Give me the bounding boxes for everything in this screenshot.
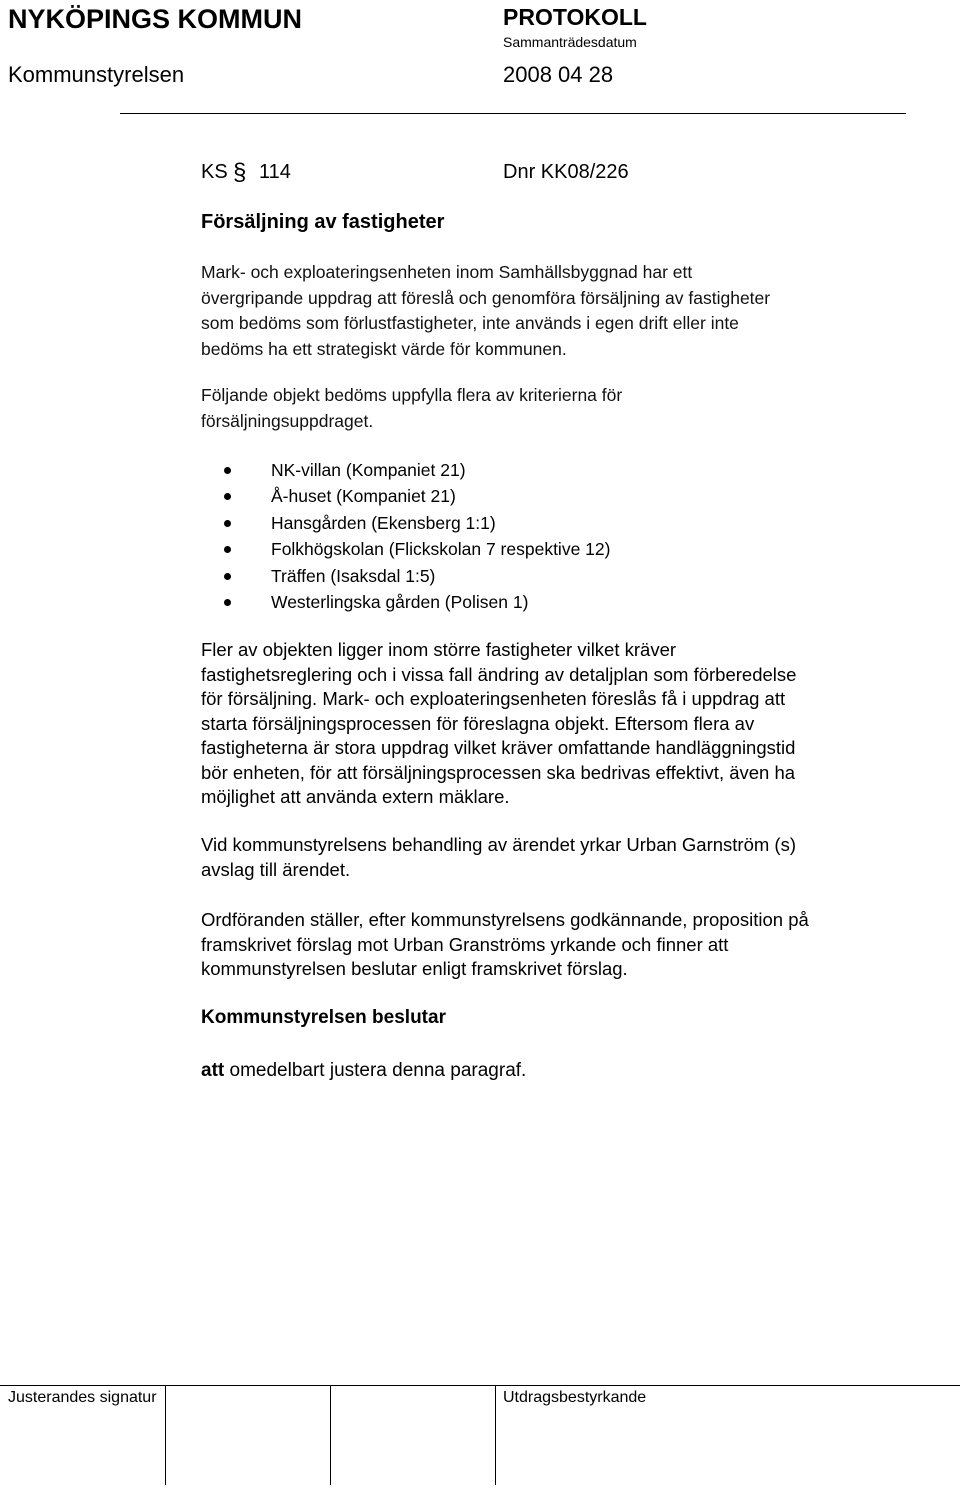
text-line: Ordföranden ställer, efter kommunstyrelsens godkännande, proposition på	[201, 909, 809, 930]
list-item	[224, 511, 610, 537]
paragraph-sign: §	[233, 159, 247, 186]
meeting-date: 2008 04 28	[503, 62, 614, 87]
text-line: för försäljning. Mark- och exploateringsenheten föreslås få i uppdrag att	[201, 688, 786, 709]
text-line: avslag till ärendet.	[201, 858, 351, 880]
text-line: bör enheten, för att försäljningsprocessen ska bedrivas effektivt, även ha	[201, 761, 796, 783]
department-name: Kommunstyrelsen	[8, 62, 185, 87]
list-item-text: Å-huset (Kompaniet 21)	[271, 486, 456, 507]
bullet-icon	[224, 573, 231, 580]
text-line: övergripande uppdrag att föreslå och genomföra försäljning av fastigheter	[201, 287, 771, 308]
decision-text	[201, 1060, 526, 1082]
text-line: starta försäljningsprocessen för föreslagna objekt. Eftersom flera av	[201, 712, 755, 734]
ks-number: 114	[259, 161, 291, 183]
text-line: bedöms ha ett strategiskt värde för kommunen.	[201, 338, 567, 359]
decision-body: omedelbart justera denna paragraf.	[224, 1060, 527, 1081]
header-divider	[120, 113, 906, 114]
att-keyword: att	[201, 1060, 225, 1081]
text-line: fastighetsreglering och i vissa fall ändring av detaljplan som förberedelse	[201, 663, 797, 685]
bullet-icon	[224, 546, 231, 553]
text-line: försäljningsuppdraget.	[201, 410, 374, 431]
bullet-icon	[224, 467, 231, 474]
decision-heading: Kommunstyrelsen beslutar	[201, 1007, 446, 1028]
text-line: fastigheterna är stora uppdrag vilket kräver omfattande handläggningstid	[201, 737, 796, 758]
list-item-text: Hansgården (Ekensberg 1:1)	[271, 512, 496, 533]
extract-label: Utdragsbestyrkande	[503, 1389, 647, 1406]
list-item	[224, 537, 610, 563]
signature-box-divider	[495, 1385, 496, 1485]
list-item	[224, 458, 610, 484]
paragraph-proposition	[201, 908, 921, 982]
list-item	[224, 590, 610, 616]
signature-box-divider	[330, 1385, 331, 1485]
signature-label: Justerandes signatur	[8, 1389, 157, 1406]
text-line: Vid kommunstyrelsens behandling av ärendet yrkar Urban Garnström (s)	[201, 834, 796, 855]
paragraph-intro	[201, 260, 921, 362]
signature-box-divider	[165, 1385, 166, 1485]
list-item-text: Folkhögskolan (Flickskolan 7 respektive 12)	[271, 539, 611, 560]
footer-divider	[0, 1385, 960, 1386]
section-title: Försäljning av fastigheter	[201, 211, 445, 233]
paragraph-details	[201, 638, 921, 810]
list-item	[224, 484, 610, 510]
list-item-text: Träffen (Isaksdal 1:5)	[271, 565, 436, 586]
text-line: kommunstyrelsen beslutar enligt framskrivet förslag.	[201, 958, 628, 979]
paragraph-criteria	[201, 383, 921, 434]
bullet-icon	[224, 520, 231, 527]
meeting-date-label: Sammanträdesdatum	[503, 34, 637, 50]
list-item-text: NK-villan (Kompaniet 21)	[271, 460, 466, 480]
bullet-icon	[224, 599, 231, 606]
text-line: Följande objekt bedöms uppfylla flera av kriterierna för	[201, 385, 623, 405]
diary-number: Dnr KK08/226	[503, 161, 629, 183]
list-item	[224, 564, 610, 590]
objects-list	[224, 458, 610, 616]
organization-name: NYKÖPINGS KOMMUN	[8, 4, 303, 34]
list-item-text: Westerlingska gården (Polisen 1)	[271, 591, 529, 612]
bullet-icon	[224, 493, 231, 500]
ks-label: KS	[201, 161, 228, 183]
text-line: framskrivet förslag mot Urban Granströms yrkande och finner att	[201, 933, 729, 955]
text-line: som bedöms som förlustfastigheter, inte används i egen drift eller inte	[201, 313, 739, 333]
text-line: Fler av objekten ligger inom större fastigheter vilket kräver	[201, 639, 677, 660]
text-line: möjlighet att använda extern mäklare.	[201, 786, 510, 807]
document-type: PROTOKOLL	[503, 4, 647, 30]
text-line: Mark- och exploateringsenheten inom Samhällsbyggnad har ett	[201, 262, 693, 282]
paragraph-motion	[201, 833, 921, 882]
